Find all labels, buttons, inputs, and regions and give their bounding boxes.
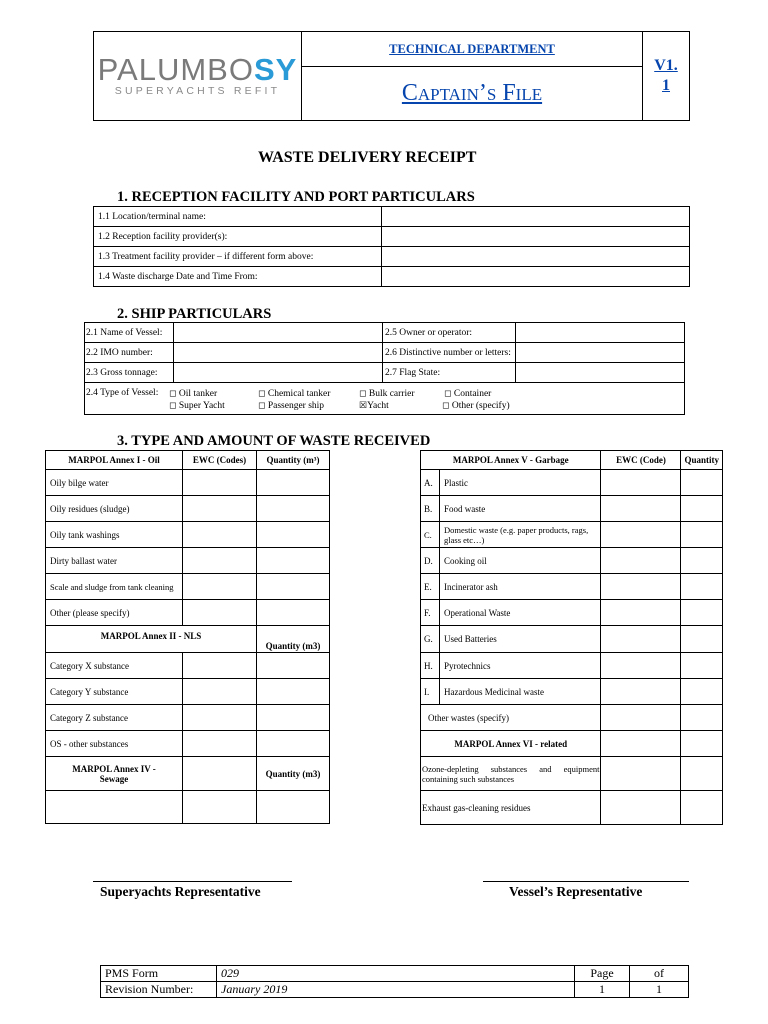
vessel-type-bulk-carrier[interactable]: ◻ Bulk carrier (359, 387, 415, 399)
column-header: Quantity (m³) (257, 451, 330, 470)
input-cell[interactable] (257, 574, 330, 600)
row-label: 1.2 Reception facility provider(s): (94, 227, 382, 247)
table-row (101, 966, 689, 982)
page-total: 1 (630, 982, 689, 998)
company-logo (94, 52, 301, 97)
row-label: Oily bilge water (46, 470, 183, 496)
table-row (101, 982, 689, 998)
row-letter: A. (421, 470, 440, 496)
column-header: MARPOL Annex V - Garbage (421, 451, 601, 470)
input-cell[interactable] (681, 653, 723, 679)
input-cell[interactable] (601, 791, 681, 825)
column-header: Quantity (m3) (257, 757, 330, 791)
row-label: 1.3 Treatment facility provider – if different form above: (94, 247, 382, 267)
input-cell[interactable] (516, 323, 685, 343)
row-label: Used Batteries (440, 626, 601, 653)
table-row (85, 323, 685, 343)
section1-table (93, 206, 690, 287)
table-row (46, 574, 330, 600)
annex5-header-row (421, 451, 723, 470)
vessel-type-cell (85, 383, 685, 415)
document-header (93, 31, 690, 121)
table-row (85, 383, 685, 415)
file-title-link[interactable]: Captain’s File (401, 80, 543, 106)
annex2-header-row (46, 626, 330, 653)
input-cell[interactable] (601, 705, 681, 731)
input-cell[interactable] (601, 626, 681, 653)
input-cell[interactable] (174, 363, 383, 383)
page-number: 1 (575, 982, 630, 998)
row-letter: H. (421, 653, 440, 679)
table-row (46, 522, 330, 548)
checkbox-icon: ◻ (444, 387, 452, 398)
input-cell[interactable] (516, 363, 685, 383)
row-label: Operational Waste (440, 600, 601, 626)
input-cell[interactable] (601, 574, 681, 600)
table-row (94, 227, 690, 247)
version-link[interactable]: V1. 1 (654, 57, 678, 94)
row-label: OS - other substances (46, 731, 183, 757)
table-row (421, 679, 723, 705)
vessel-type-label: 2.4 Type of Vessel: (86, 387, 159, 398)
table-row (94, 247, 690, 267)
row-label: Scale and sludge from tank cleaning (46, 574, 183, 600)
checkbox-icon: ◻ (169, 399, 177, 410)
input-cell[interactable] (601, 653, 681, 679)
vessel-type-chemical-tanker[interactable]: ◻ Chemical tanker (258, 387, 331, 399)
row-label: 1.4 Waste discharge Date and Time From: (94, 267, 382, 287)
signature-label-superyachts: Superyachts Representative (100, 884, 261, 899)
table-row (421, 470, 723, 496)
input-cell[interactable] (257, 679, 330, 705)
input-cell[interactable] (601, 470, 681, 496)
annex4-header-row (46, 757, 330, 791)
input-cell[interactable] (257, 496, 330, 522)
table-row (46, 679, 330, 705)
row-letter: I. (421, 679, 440, 705)
vessel-type-oil-tanker[interactable]: ◻ Oil tanker (169, 387, 218, 399)
input-cell[interactable] (681, 757, 723, 791)
form-value: 029 (217, 966, 575, 982)
input-cell[interactable] (681, 731, 723, 757)
signature-line-left (93, 881, 292, 882)
input-cell[interactable] (681, 791, 723, 825)
section3-heading: 3. TYPE AND AMOUNT OF WASTE RECEIVED (117, 433, 431, 449)
input-cell[interactable] (257, 653, 330, 679)
input-cell[interactable] (681, 600, 723, 626)
table-row (421, 757, 723, 791)
input-cell[interactable] (681, 626, 723, 653)
input-cell[interactable] (183, 548, 257, 574)
table-row (421, 522, 723, 548)
table-row (46, 470, 330, 496)
table-row (46, 791, 330, 824)
input-cell[interactable] (257, 522, 330, 548)
table-row (421, 574, 723, 600)
signature-line-right (483, 881, 689, 882)
row-label: Other (please specify) (46, 600, 183, 626)
table-row (85, 363, 685, 383)
input-cell[interactable] (681, 496, 723, 522)
row-label: Incinerator ash (440, 574, 601, 600)
vessel-type-yacht[interactable]: ☒Yacht (359, 399, 389, 411)
input-cell[interactable] (382, 227, 690, 247)
column-header: EWC (Code) (601, 451, 681, 470)
input-cell[interactable] (257, 600, 330, 626)
row-label: 2.1 Name of Vessel: (85, 323, 174, 343)
input-cell[interactable] (601, 679, 681, 705)
vessel-type-passenger-ship[interactable]: ◻ Passenger ship (258, 399, 325, 411)
department-cell (302, 32, 643, 67)
annex6-header-row (421, 731, 723, 757)
revision-label: Revision Number: (101, 982, 217, 998)
row-letter: G. (421, 626, 440, 653)
input-cell[interactable] (601, 548, 681, 574)
waste-table-left (45, 450, 330, 824)
table-row (46, 731, 330, 757)
input-cell[interactable] (183, 731, 257, 757)
row-label: Oily tank washings (46, 522, 183, 548)
section1-heading: 1. RECEPTION FACILITY AND PORT PARTICULARS (117, 189, 475, 205)
row-label: 2.7 Flag State: (383, 363, 516, 383)
row-label: Ozone-depleting substances and equipment containing such substances (421, 757, 601, 791)
section-header: MARPOL Annex IV - Sewage (46, 757, 183, 791)
input-cell[interactable] (601, 496, 681, 522)
column-header: Quantity (m3) (257, 626, 330, 653)
input-cell[interactable] (183, 705, 257, 731)
checkbox-icon: ◻ (258, 399, 266, 410)
section-header: MARPOL Annex VI - related (421, 731, 601, 757)
vessel-type-other[interactable]: ◻ Other (specify) (442, 399, 510, 411)
input-cell[interactable] (601, 522, 681, 548)
input-cell[interactable] (183, 574, 257, 600)
row-label: Category X substance (46, 653, 183, 679)
input-cell[interactable] (681, 522, 723, 548)
table-row (46, 600, 330, 626)
input-cell[interactable] (382, 247, 690, 267)
row-label: Oily residues (sludge) (46, 496, 183, 522)
logo-wordmark: PALUMBO (97, 52, 254, 87)
input-cell[interactable] (601, 757, 681, 791)
input-cell[interactable] (382, 267, 690, 287)
table-row (421, 705, 723, 731)
row-label: Domestic waste (e.g. paper products, rags, glass etc…) (440, 522, 601, 548)
logo-tagline: SUPERYACHTS REFIT (114, 85, 281, 97)
vessel-type-super-yacht[interactable]: ◻ Super Yacht (169, 399, 225, 411)
row-letter: C. (421, 522, 440, 548)
row-label: Hazardous Medicinal waste (440, 679, 601, 705)
table-row (421, 548, 723, 574)
checkbox-icon: ◻ (359, 387, 367, 398)
row-label: 2.6 Distinctive number or letters: (383, 343, 516, 363)
row-label: 1.1 Location/terminal name: (94, 207, 382, 227)
row-letter: D. (421, 548, 440, 574)
row-label: Exhaust gas-cleaning residues (421, 791, 601, 825)
checkbox-icon: ◻ (442, 399, 450, 410)
input-cell[interactable] (183, 679, 257, 705)
row-label: Dirty ballast water (46, 548, 183, 574)
input-cell[interactable] (257, 791, 330, 824)
input-cell[interactable] (257, 548, 330, 574)
input-cell[interactable] (183, 600, 257, 626)
signature-label-vessel: Vessel’s Representative (509, 884, 643, 899)
input-cell[interactable] (681, 548, 723, 574)
table-row (94, 207, 690, 227)
vessel-type-container[interactable]: ◻ Container (444, 387, 492, 399)
table-row (85, 343, 685, 363)
row-label: Cooking oil (440, 548, 601, 574)
table-row (46, 548, 330, 574)
input-cell[interactable] (601, 600, 681, 626)
section2-heading: 2. SHIP PARTICULARS (117, 306, 272, 322)
column-header: EWC (Codes) (183, 451, 257, 470)
waste-table-right (420, 450, 723, 825)
input-cell[interactable] (257, 470, 330, 496)
input-cell[interactable] (681, 679, 723, 705)
row-letter: B. (421, 496, 440, 522)
row-label: Food waste (440, 496, 601, 522)
section-header: MARPOL Annex II - NLS (46, 626, 257, 653)
table-row (421, 653, 723, 679)
checkbox-icon: ◻ (169, 387, 177, 398)
input-cell[interactable] (183, 791, 257, 824)
input-cell[interactable] (681, 705, 723, 731)
version-cell (643, 32, 690, 121)
input-cell[interactable] (516, 343, 685, 363)
row-label: Pyrotechnics (440, 653, 601, 679)
input-cell[interactable] (681, 574, 723, 600)
table-row (46, 496, 330, 522)
input-cell[interactable] (382, 207, 690, 227)
form-label: PMS Form (101, 966, 217, 982)
checkbox-checked-icon: ☒ (359, 399, 368, 410)
row-label: Category Y substance (46, 679, 183, 705)
row-label: Category Z substance (46, 705, 183, 731)
input-cell[interactable] (601, 731, 681, 757)
input-cell[interactable] (257, 705, 330, 731)
input-cell[interactable] (681, 470, 723, 496)
input-cell[interactable] (183, 522, 257, 548)
table-row (421, 496, 723, 522)
row-letter: F. (421, 600, 440, 626)
input-cell[interactable] (46, 791, 183, 824)
input-cell[interactable] (183, 653, 257, 679)
row-label: Plastic (440, 470, 601, 496)
row-label: 2.5 Owner or operator: (383, 323, 516, 343)
page-label: Page (575, 966, 630, 982)
column-header: Quantity (681, 451, 723, 470)
revision-value: January 2019 (217, 982, 575, 998)
logo-cell (94, 32, 302, 121)
checkbox-icon: ◻ (258, 387, 266, 398)
row-label: Other wastes (specify) (421, 705, 601, 731)
table-row (421, 791, 723, 825)
row-label: 2.3 Gross tonnage: (85, 363, 174, 383)
department-link[interactable]: TECHNICAL DEPARTMENT (389, 41, 555, 56)
input-cell[interactable] (183, 470, 257, 496)
input-cell[interactable] (183, 496, 257, 522)
row-label: 2.2 IMO number: (85, 343, 174, 363)
logo-wordmark-accent: SY (253, 52, 298, 87)
table-row (421, 600, 723, 626)
row-letter: E. (421, 574, 440, 600)
column-header: MARPOL Annex I - Oil (46, 451, 183, 470)
file-title-cell (302, 67, 643, 121)
input-cell[interactable] (174, 343, 383, 363)
table-row (46, 705, 330, 731)
section2-table (84, 322, 685, 415)
input-cell[interactable] (257, 731, 330, 757)
table-row (421, 626, 723, 653)
table-row (94, 267, 690, 287)
table-row (46, 653, 330, 679)
input-cell[interactable] (183, 757, 257, 791)
footer-table (100, 965, 689, 998)
input-cell[interactable] (174, 323, 383, 343)
of-label: of (630, 966, 689, 982)
annex1-header-row (46, 451, 330, 470)
page-title: WASTE DELIVERY RECEIPT (258, 149, 477, 166)
